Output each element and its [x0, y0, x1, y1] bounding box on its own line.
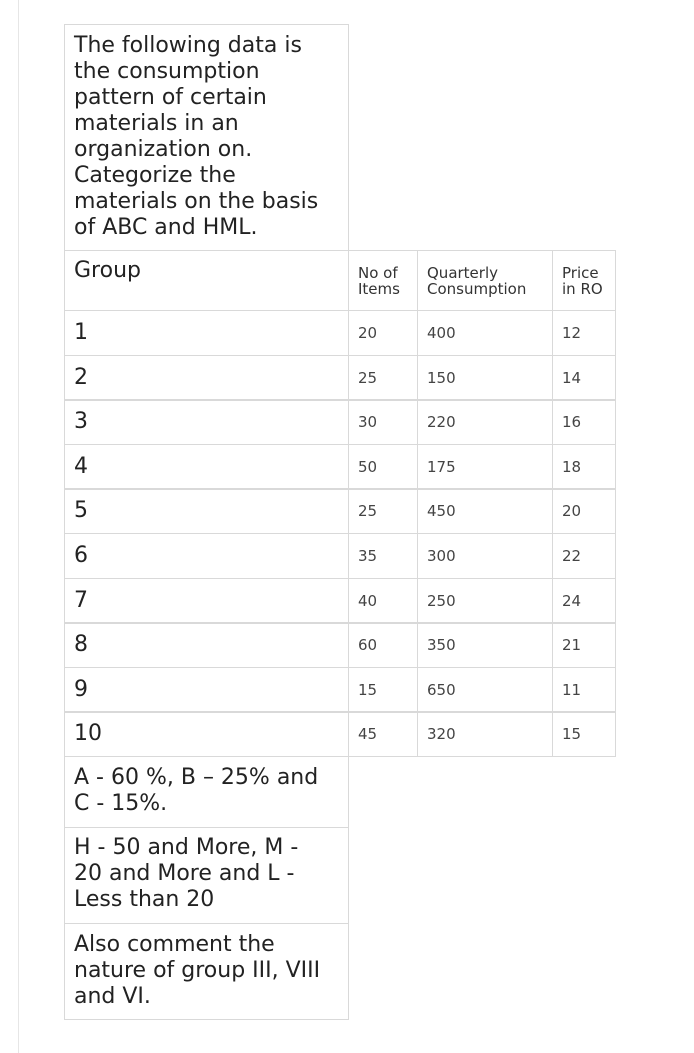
cell-group: 2: [64, 355, 349, 401]
header-quarterly-consumption: Quarterly Consumption: [417, 250, 553, 311]
cell-group: 7: [64, 578, 349, 624]
cell-consumption: 220: [417, 399, 553, 445]
cell-price: 16: [552, 399, 616, 445]
cell-group: 6: [64, 533, 349, 579]
cell-items: 25: [348, 355, 418, 401]
cell-items: 20: [348, 310, 418, 356]
header-no-of-items: No of Items: [348, 250, 418, 311]
cell-group: 5: [64, 488, 349, 534]
cell-consumption: 450: [417, 488, 553, 534]
cell-price: 22: [552, 533, 616, 579]
cell-consumption: 300: [417, 533, 553, 579]
cell-consumption: 250: [417, 578, 553, 624]
cell-price: 18: [552, 444, 616, 490]
cell-items: 30: [348, 399, 418, 445]
note-abc: A - 60 %, B – 25% and C - 15%.: [64, 756, 349, 828]
cell-group: 4: [64, 444, 349, 490]
cell-consumption: 650: [417, 667, 553, 713]
cell-group: 9: [64, 667, 349, 713]
cell-price: 15: [552, 711, 616, 757]
cell-consumption: 350: [417, 622, 553, 668]
cell-group: 1: [64, 310, 349, 356]
cell-items: 45: [348, 711, 418, 757]
page-left-rule: [18, 0, 19, 1053]
cell-group: 8: [64, 622, 349, 668]
cell-price: 11: [552, 667, 616, 713]
cell-consumption: 320: [417, 711, 553, 757]
cell-items: 50: [348, 444, 418, 490]
cell-consumption: 150: [417, 355, 553, 401]
cell-price: 24: [552, 578, 616, 624]
intro-text: The following data is the consumption pattern of certain materials in an organization on. Categorize the materials on the basis of ABC and HML.: [64, 24, 349, 251]
cell-items: 60: [348, 622, 418, 668]
cell-items: 35: [348, 533, 418, 579]
note-hml: H - 50 and More, M - 20 and More and L - Less than 20: [64, 827, 349, 924]
cell-price: 14: [552, 355, 616, 401]
cell-items: 40: [348, 578, 418, 624]
cell-items: 15: [348, 667, 418, 713]
cell-price: 12: [552, 310, 616, 356]
cell-group: 3: [64, 399, 349, 445]
cell-items: 25: [348, 488, 418, 534]
cell-consumption: 175: [417, 444, 553, 490]
cell-price: 21: [552, 622, 616, 668]
cell-price: 20: [552, 488, 616, 534]
header-group: Group: [64, 250, 349, 311]
cell-consumption: 400: [417, 310, 553, 356]
header-price: Price in RO: [552, 250, 616, 311]
note-comment: Also comment the nature of group III, VIII and VI.: [64, 923, 349, 1020]
cell-group: 10: [64, 711, 349, 757]
